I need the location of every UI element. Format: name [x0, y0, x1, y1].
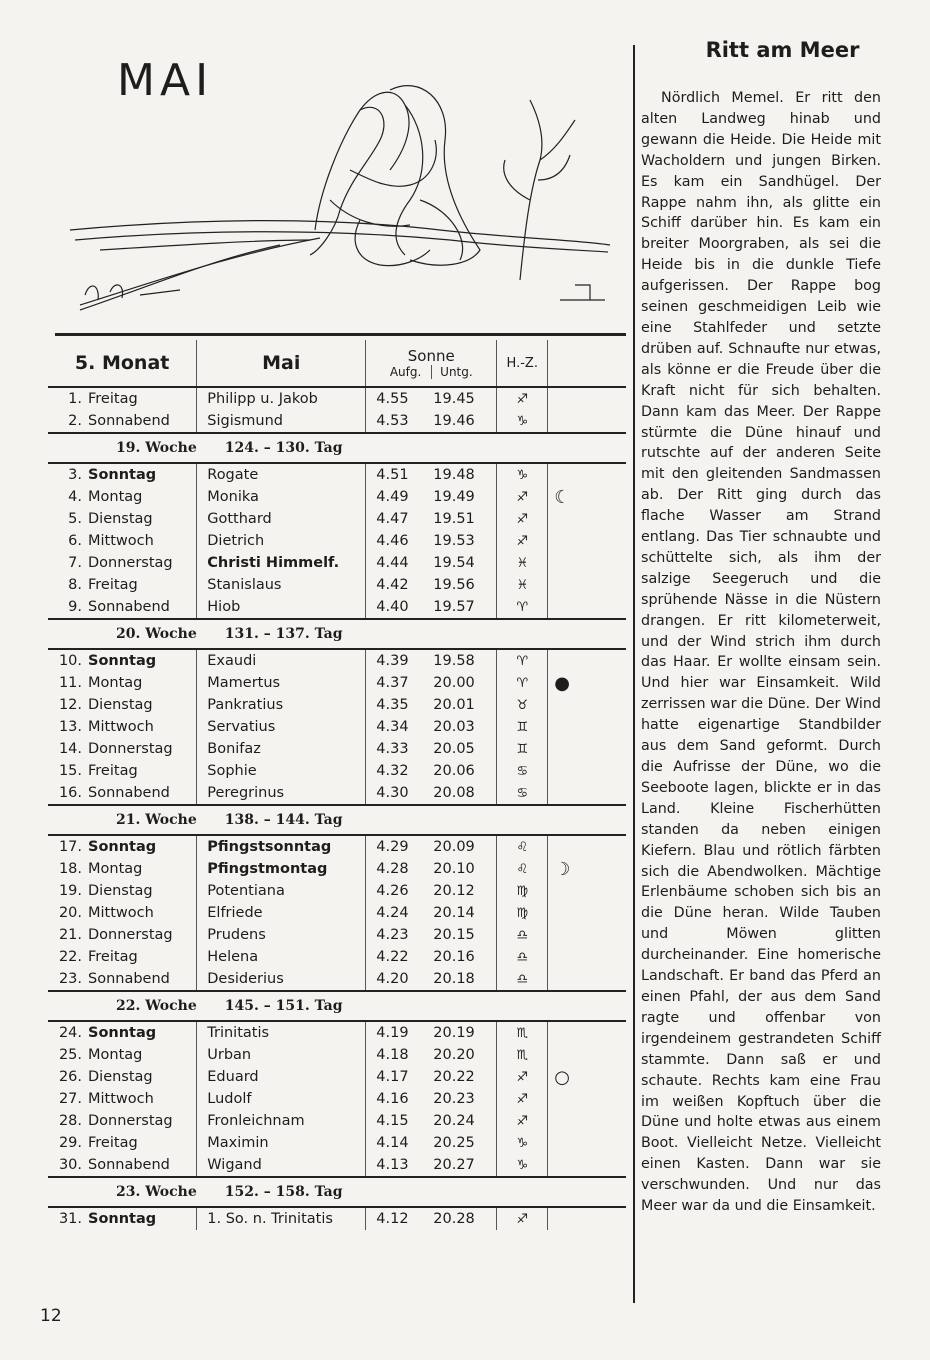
week-row [48, 619, 626, 649]
day-number: 29. [58, 1135, 82, 1151]
sunset-time: 20.05 [429, 738, 497, 760]
week-row [48, 433, 626, 463]
week-label: 19. Woche [84, 433, 197, 463]
sunrise-time: 4.42 [376, 577, 409, 593]
week-day-range: 145. – 151. Tag [197, 991, 497, 1021]
sunrise-time: 4.23 [376, 927, 409, 943]
day-row [48, 694, 626, 716]
day-number: 19. [58, 883, 82, 899]
saint-name: Monika [197, 486, 366, 508]
sun-subheader [366, 365, 496, 379]
sunset-time: 20.06 [429, 760, 497, 782]
sunset-time: 20.12 [429, 880, 497, 902]
day-row [48, 1110, 626, 1132]
sunset-time: 19.54 [429, 552, 497, 574]
moon-phase-icon [548, 694, 626, 716]
zodiac-icon: ♈ [497, 596, 548, 619]
day-row [48, 1021, 626, 1044]
zodiac-icon: ♎ [497, 924, 548, 946]
sunset-time: 20.10 [429, 858, 497, 880]
moon-phase-icon [548, 968, 626, 991]
zodiac-icon: ♊ [497, 738, 548, 760]
saint-name: Mamertus [197, 672, 366, 694]
day-row [48, 1154, 626, 1177]
month-name-header: Mai [197, 340, 366, 387]
saint-name: Elfriede [197, 902, 366, 924]
week-row [48, 991, 626, 1021]
day-row [48, 672, 626, 694]
sunrise-time: 4.19 [376, 1025, 409, 1041]
day-row [48, 1132, 626, 1154]
day-number: 5. [68, 511, 82, 527]
saint-name: Eduard [197, 1066, 366, 1088]
sunrise-time: 4.53 [376, 413, 409, 429]
day-row [48, 1207, 626, 1230]
moon-phase-icon [548, 530, 626, 552]
zodiac-icon: ♋ [497, 760, 548, 782]
moon-phase-icon [548, 410, 626, 433]
column-divider [633, 45, 635, 1303]
sunset-time: 20.09 [429, 835, 497, 858]
saint-name: Rogate [197, 463, 366, 486]
moon-phase-icon [548, 1088, 626, 1110]
moon-phase-icon [548, 387, 626, 410]
weekday: Dienstag [84, 694, 197, 716]
moon-phase-icon [548, 1021, 626, 1044]
sunrise-time: 4.18 [376, 1047, 409, 1063]
moon-phase-icon [548, 463, 626, 486]
day-number: 14. [58, 741, 82, 757]
day-number: 31. [58, 1211, 82, 1227]
day-number: 8. [68, 577, 82, 593]
moon-phase-icon [548, 1132, 626, 1154]
zodiac-icon: ♏ [497, 1021, 548, 1044]
weekday: Freitag [84, 946, 197, 968]
day-row [48, 716, 626, 738]
saint-name: Desiderius [197, 968, 366, 991]
sunset-time: 20.25 [429, 1132, 497, 1154]
zodiac-icon: ♈ [497, 672, 548, 694]
saint-name: Peregrinus [197, 782, 366, 805]
moon-phase-icon [548, 1154, 626, 1177]
day-number: 13. [58, 719, 82, 735]
page-number: 12 [40, 1306, 62, 1326]
weekday: Dienstag [84, 880, 197, 902]
day-row [48, 463, 626, 486]
sunset-time: 20.24 [429, 1110, 497, 1132]
day-number: 6. [68, 533, 82, 549]
saint-name: Helena [197, 946, 366, 968]
saint-name: Philipp u. Jakob [197, 387, 366, 410]
day-number: 24. [58, 1025, 82, 1041]
day-row [48, 858, 626, 880]
day-row [48, 968, 626, 991]
saint-name: Dietrich [197, 530, 366, 552]
sunset-time: 20.22 [429, 1066, 497, 1088]
sunset-time: 19.57 [429, 596, 497, 619]
sunset-time: 19.53 [429, 530, 497, 552]
week-label: 21. Woche [84, 805, 197, 835]
sunset-time: 20.08 [429, 782, 497, 805]
zodiac-icon: ♍ [497, 902, 548, 924]
saint-name: Sigismund [197, 410, 366, 433]
zodiac-icon: ♐ [497, 1110, 548, 1132]
day-row [48, 835, 626, 858]
sunrise-time: 4.15 [376, 1113, 409, 1129]
weekday: Montag [84, 672, 197, 694]
zodiac-icon: ♐ [497, 530, 548, 552]
day-row [48, 387, 626, 410]
saint-name: Bonifaz [197, 738, 366, 760]
day-number: 10. [58, 653, 82, 669]
saint-name: Pfingstmontag [197, 858, 366, 880]
weekday: Sonntag [84, 835, 197, 858]
day-number: 26. [58, 1069, 82, 1085]
zodiac-icon: ♈ [497, 649, 548, 672]
sunrise-time: 4.17 [376, 1069, 409, 1085]
moon-phase-icon: ● [554, 672, 570, 694]
week-day-range: 124. – 130. Tag [197, 433, 497, 463]
sunset-time: 19.56 [429, 574, 497, 596]
zodiac-icon: ♋ [497, 782, 548, 805]
sunrise-time: 4.20 [376, 971, 409, 987]
weekday: Dienstag [84, 1066, 197, 1088]
zodiac-icon: ♍ [497, 880, 548, 902]
zodiac-icon: ♐ [497, 1207, 548, 1230]
saint-name: 1. So. n. Trinitatis [197, 1207, 366, 1230]
saint-name: Potentiana [197, 880, 366, 902]
zodiac-icon: ♓ [497, 574, 548, 596]
sunrise-time: 4.51 [376, 467, 409, 483]
zodiac-header: H.-Z. [497, 340, 548, 387]
weekday: Freitag [84, 760, 197, 782]
day-number: 15. [58, 763, 82, 779]
month-number-header: 5. Monat [48, 340, 197, 387]
weekday: Sonnabend [84, 410, 197, 433]
weekday: Mittwoch [84, 716, 197, 738]
moon-phase-icon [548, 946, 626, 968]
sunrise-time: 4.12 [376, 1211, 409, 1227]
weekday: Freitag [84, 1132, 197, 1154]
weekday: Sonnabend [84, 596, 197, 619]
day-number: 20. [58, 905, 82, 921]
moon-phase-icon: ☾ [554, 486, 571, 508]
zodiac-icon: ♊ [497, 716, 548, 738]
day-row [48, 410, 626, 433]
zodiac-icon: ♏ [497, 1044, 548, 1066]
zodiac-icon: ♐ [497, 387, 548, 410]
saint-name: Pfingstsonntag [197, 835, 366, 858]
sunrise-time: 4.46 [376, 533, 409, 549]
day-row [48, 924, 626, 946]
weekday: Sonnabend [84, 968, 197, 991]
sunset-time: 19.51 [429, 508, 497, 530]
sunset-time: 19.48 [429, 463, 497, 486]
weekday: Sonnabend [84, 1154, 197, 1177]
day-row [48, 574, 626, 596]
sunrise-time: 4.29 [376, 839, 409, 855]
weekday: Freitag [84, 387, 197, 410]
sunrise-time: 4.33 [376, 741, 409, 757]
sunrise-time: 4.30 [376, 785, 409, 801]
day-row [48, 486, 626, 508]
weekday: Montag [84, 486, 197, 508]
moon-phase-icon [548, 924, 626, 946]
sunset-time: 20.15 [429, 924, 497, 946]
sunrise-time: 4.47 [376, 511, 409, 527]
week-day-range: 138. – 144. Tag [197, 805, 497, 835]
sunset-label: Untg. [431, 365, 473, 379]
sunset-time: 19.45 [429, 387, 497, 410]
table-header-row [48, 340, 626, 387]
sunrise-time: 4.24 [376, 905, 409, 921]
saint-name: Prudens [197, 924, 366, 946]
day-number: 25. [58, 1047, 82, 1063]
sun-header [366, 340, 497, 387]
day-row [48, 649, 626, 672]
sunrise-time: 4.28 [376, 861, 409, 877]
sunrise-time: 4.26 [376, 883, 409, 899]
sunrise-time: 4.55 [376, 391, 409, 407]
saint-name: Fronleichnam [197, 1110, 366, 1132]
zodiac-icon: ♎ [497, 968, 548, 991]
saint-name: Hiob [197, 596, 366, 619]
saint-name: Pankratius [197, 694, 366, 716]
zodiac-icon: ♑ [497, 1132, 548, 1154]
weekday: Sonntag [84, 1021, 197, 1044]
zodiac-icon: ♑ [497, 1154, 548, 1177]
sunrise-time: 4.16 [376, 1091, 409, 1107]
day-number: 3. [68, 467, 82, 483]
sunset-time: 20.00 [429, 672, 497, 694]
saint-name: Exaudi [197, 649, 366, 672]
day-number: 23. [58, 971, 82, 987]
moon-phase-icon [548, 880, 626, 902]
sunrise-time: 4.40 [376, 599, 409, 615]
moon-phase-icon [548, 835, 626, 858]
week-row [48, 1177, 626, 1207]
day-row [48, 760, 626, 782]
zodiac-icon: ♑ [497, 463, 548, 486]
saint-name: Stanislaus [197, 574, 366, 596]
sunset-time: 20.01 [429, 694, 497, 716]
moon-phase-icon [548, 1110, 626, 1132]
zodiac-icon: ♐ [497, 486, 548, 508]
moon-header [548, 340, 626, 387]
sunset-time: 20.16 [429, 946, 497, 968]
week-label: 22. Woche [84, 991, 197, 1021]
moon-phase-icon: ○ [554, 1066, 570, 1088]
day-number: 4. [68, 489, 82, 505]
zodiac-icon: ♐ [497, 1088, 548, 1110]
sunrise-time: 4.34 [376, 719, 409, 735]
day-row [48, 902, 626, 924]
moon-phase-icon [548, 902, 626, 924]
week-label: 20. Woche [84, 619, 197, 649]
day-number: 30. [58, 1157, 82, 1173]
day-number: 11. [58, 675, 82, 691]
day-row [48, 530, 626, 552]
sunrise-time: 4.13 [376, 1157, 409, 1173]
sunset-time: 20.20 [429, 1044, 497, 1066]
sunrise-time: 4.44 [376, 555, 409, 571]
day-row [48, 596, 626, 619]
saint-name: Sophie [197, 760, 366, 782]
saint-name: Servatius [197, 716, 366, 738]
sunset-time: 19.49 [429, 486, 497, 508]
week-day-range: 131. – 137. Tag [197, 619, 497, 649]
saint-name: Gotthard [197, 508, 366, 530]
day-number: 22. [58, 949, 82, 965]
day-row [48, 782, 626, 805]
weekday: Sonnabend [84, 782, 197, 805]
moon-phase-icon [548, 508, 626, 530]
sunrise-time: 4.32 [376, 763, 409, 779]
weekday: Montag [84, 1044, 197, 1066]
weekday: Sonntag [84, 463, 197, 486]
saint-name: Wigand [197, 1154, 366, 1177]
sunset-time: 20.14 [429, 902, 497, 924]
sunrise-label: Aufg. [389, 365, 422, 379]
sunset-time: 20.23 [429, 1088, 497, 1110]
day-row [48, 738, 626, 760]
day-number: 9. [68, 599, 82, 615]
day-row [48, 946, 626, 968]
calendar-table [48, 340, 626, 1230]
weekday: Montag [84, 858, 197, 880]
zodiac-icon: ♌ [497, 858, 548, 880]
article-title: Ritt am Meer [705, 38, 860, 62]
month-title: MAI [117, 55, 214, 106]
sun-label: Sonne [407, 347, 455, 365]
sunset-time: 20.19 [429, 1021, 497, 1044]
couple-sketch-illustration [60, 80, 620, 320]
saint-name: Maximin [197, 1132, 366, 1154]
sunset-time: 20.27 [429, 1154, 497, 1177]
day-row [48, 552, 626, 574]
week-row [48, 805, 626, 835]
sunrise-time: 4.22 [376, 949, 409, 965]
moon-phase-icon [548, 716, 626, 738]
zodiac-icon: ♉ [497, 694, 548, 716]
day-number: 28. [58, 1113, 82, 1129]
day-number: 1. [68, 391, 82, 407]
weekday: Sonntag [84, 649, 197, 672]
moon-phase-icon [548, 649, 626, 672]
saint-name: Ludolf [197, 1088, 366, 1110]
weekday: Donnerstag [84, 738, 197, 760]
day-row [48, 508, 626, 530]
weekday: Mittwoch [84, 902, 197, 924]
moon-phase-icon: ☽ [554, 858, 571, 880]
sunrise-time: 4.39 [376, 653, 409, 669]
saint-name: Urban [197, 1044, 366, 1066]
weekday: Donnerstag [84, 552, 197, 574]
sunset-time: 19.58 [429, 649, 497, 672]
weekday: Donnerstag [84, 924, 197, 946]
table-top-rule [55, 333, 626, 336]
moon-phase-icon [548, 1044, 626, 1066]
day-number: 21. [58, 927, 82, 943]
weekday: Dienstag [84, 508, 197, 530]
weekday: Sonntag [84, 1207, 197, 1230]
saint-name: Christi Himmelf. [197, 552, 366, 574]
weekday: Mittwoch [84, 1088, 197, 1110]
day-number: 18. [58, 861, 82, 877]
sunrise-time: 4.49 [376, 489, 409, 505]
weekday: Freitag [84, 574, 197, 596]
zodiac-icon: ♐ [497, 1066, 548, 1088]
moon-phase-icon [548, 738, 626, 760]
sunrise-time: 4.35 [376, 697, 409, 713]
sunset-time: 20.18 [429, 968, 497, 991]
week-day-range: 152. – 158. Tag [197, 1177, 497, 1207]
sunset-time: 20.28 [429, 1207, 497, 1230]
day-row [48, 880, 626, 902]
zodiac-icon: ♑ [497, 410, 548, 433]
zodiac-icon: ♌ [497, 835, 548, 858]
day-number: 2. [68, 413, 82, 429]
zodiac-icon: ♎ [497, 946, 548, 968]
day-row [48, 1066, 626, 1088]
weekday: Mittwoch [84, 530, 197, 552]
week-label: 23. Woche [84, 1177, 197, 1207]
zodiac-icon: ♐ [497, 508, 548, 530]
sunset-time: 19.46 [429, 410, 497, 433]
sunrise-time: 4.37 [376, 675, 409, 691]
day-number: 17. [58, 839, 82, 855]
zodiac-icon: ♓ [497, 552, 548, 574]
day-number: 16. [58, 785, 82, 801]
article-body: Nördlich Memel. Er ritt den alten Landweg hinab und gewann die Heide. Die Heide mit Wacholdern und jungen Birken. Es kam ein Sandhügel. Der Rappe nahm ihn, als glitte ein Schiff darüber hin. Es kam ein breiter Moorgraben, als sei die Heide bis in die dunkle Tiefe aufgerissen. Der Rappe bog seinen geschmeidigen Leib wie eine Stahlfeder und setzte drüben auf. Schnaufte nur etwas, als könne er die Freude über die Kraft nicht für sich behalten. Dann kam das Meer. Der Rappe stürmte die Düne hinauf und rutschte auf der anderen Seite mit den gleitenden Sandmassen ab. Der Ritt ging durch das flache Wasser am Strand entlang. Das Tier schnaubte und schüttelte sich, als ihm der salzige Seegeruch und die sprühende Nässe in die Nüstern drangen. Er ritt kilometerweit, und der Wind strich ihm durch das Haar. Er wollte einsam sein. Und hier war Einsamkeit. Wild zerrissen war die Düne. Der Wind hatte eigenartige Standbilder aus dem Sand geformt. Durch die Aufrisse der Düne, wo die Seeboote lagen, blickte er in das Land. Kleine Fischerhütten standen da neben einigen Kiefern. Blau und rötlich färbten sich die Abendwolken. Mächtige Erlenbäume schoben sich bis an die Düne heran. Wilde Tauben und Möwen glitten durcheinander. Eine homerische Landschaft. Er band das Pferd an einen Pfahl, der aus dem Sand ragte und offenbar von irgendeinem gestrandeten Schiff stammte. Dann saß er und schaute. Rechts kam eine Frau im weißen Kopftuch über die Düne und holte etwas aus einem Boot. Vielleicht Netze. Vielleicht einen Kasten. Dann war sie verschwunden. Und nur das Meer war da und die Einsamkeit. [641, 90, 881, 1215]
moon-phase-icon [548, 782, 626, 805]
day-number: 27. [58, 1091, 82, 1107]
saint-name: Trinitatis [197, 1021, 366, 1044]
moon-phase-icon [548, 552, 626, 574]
weekday: Donnerstag [84, 1110, 197, 1132]
moon-phase-icon [548, 1207, 626, 1230]
day-number: 12. [58, 697, 82, 713]
day-number: 7. [68, 555, 82, 571]
day-row [48, 1088, 626, 1110]
moon-phase-icon [548, 596, 626, 619]
sunrise-time: 4.14 [376, 1135, 409, 1151]
sunset-time: 20.03 [429, 716, 497, 738]
day-row [48, 1044, 626, 1066]
moon-phase-icon [548, 574, 626, 596]
moon-phase-icon [548, 760, 626, 782]
